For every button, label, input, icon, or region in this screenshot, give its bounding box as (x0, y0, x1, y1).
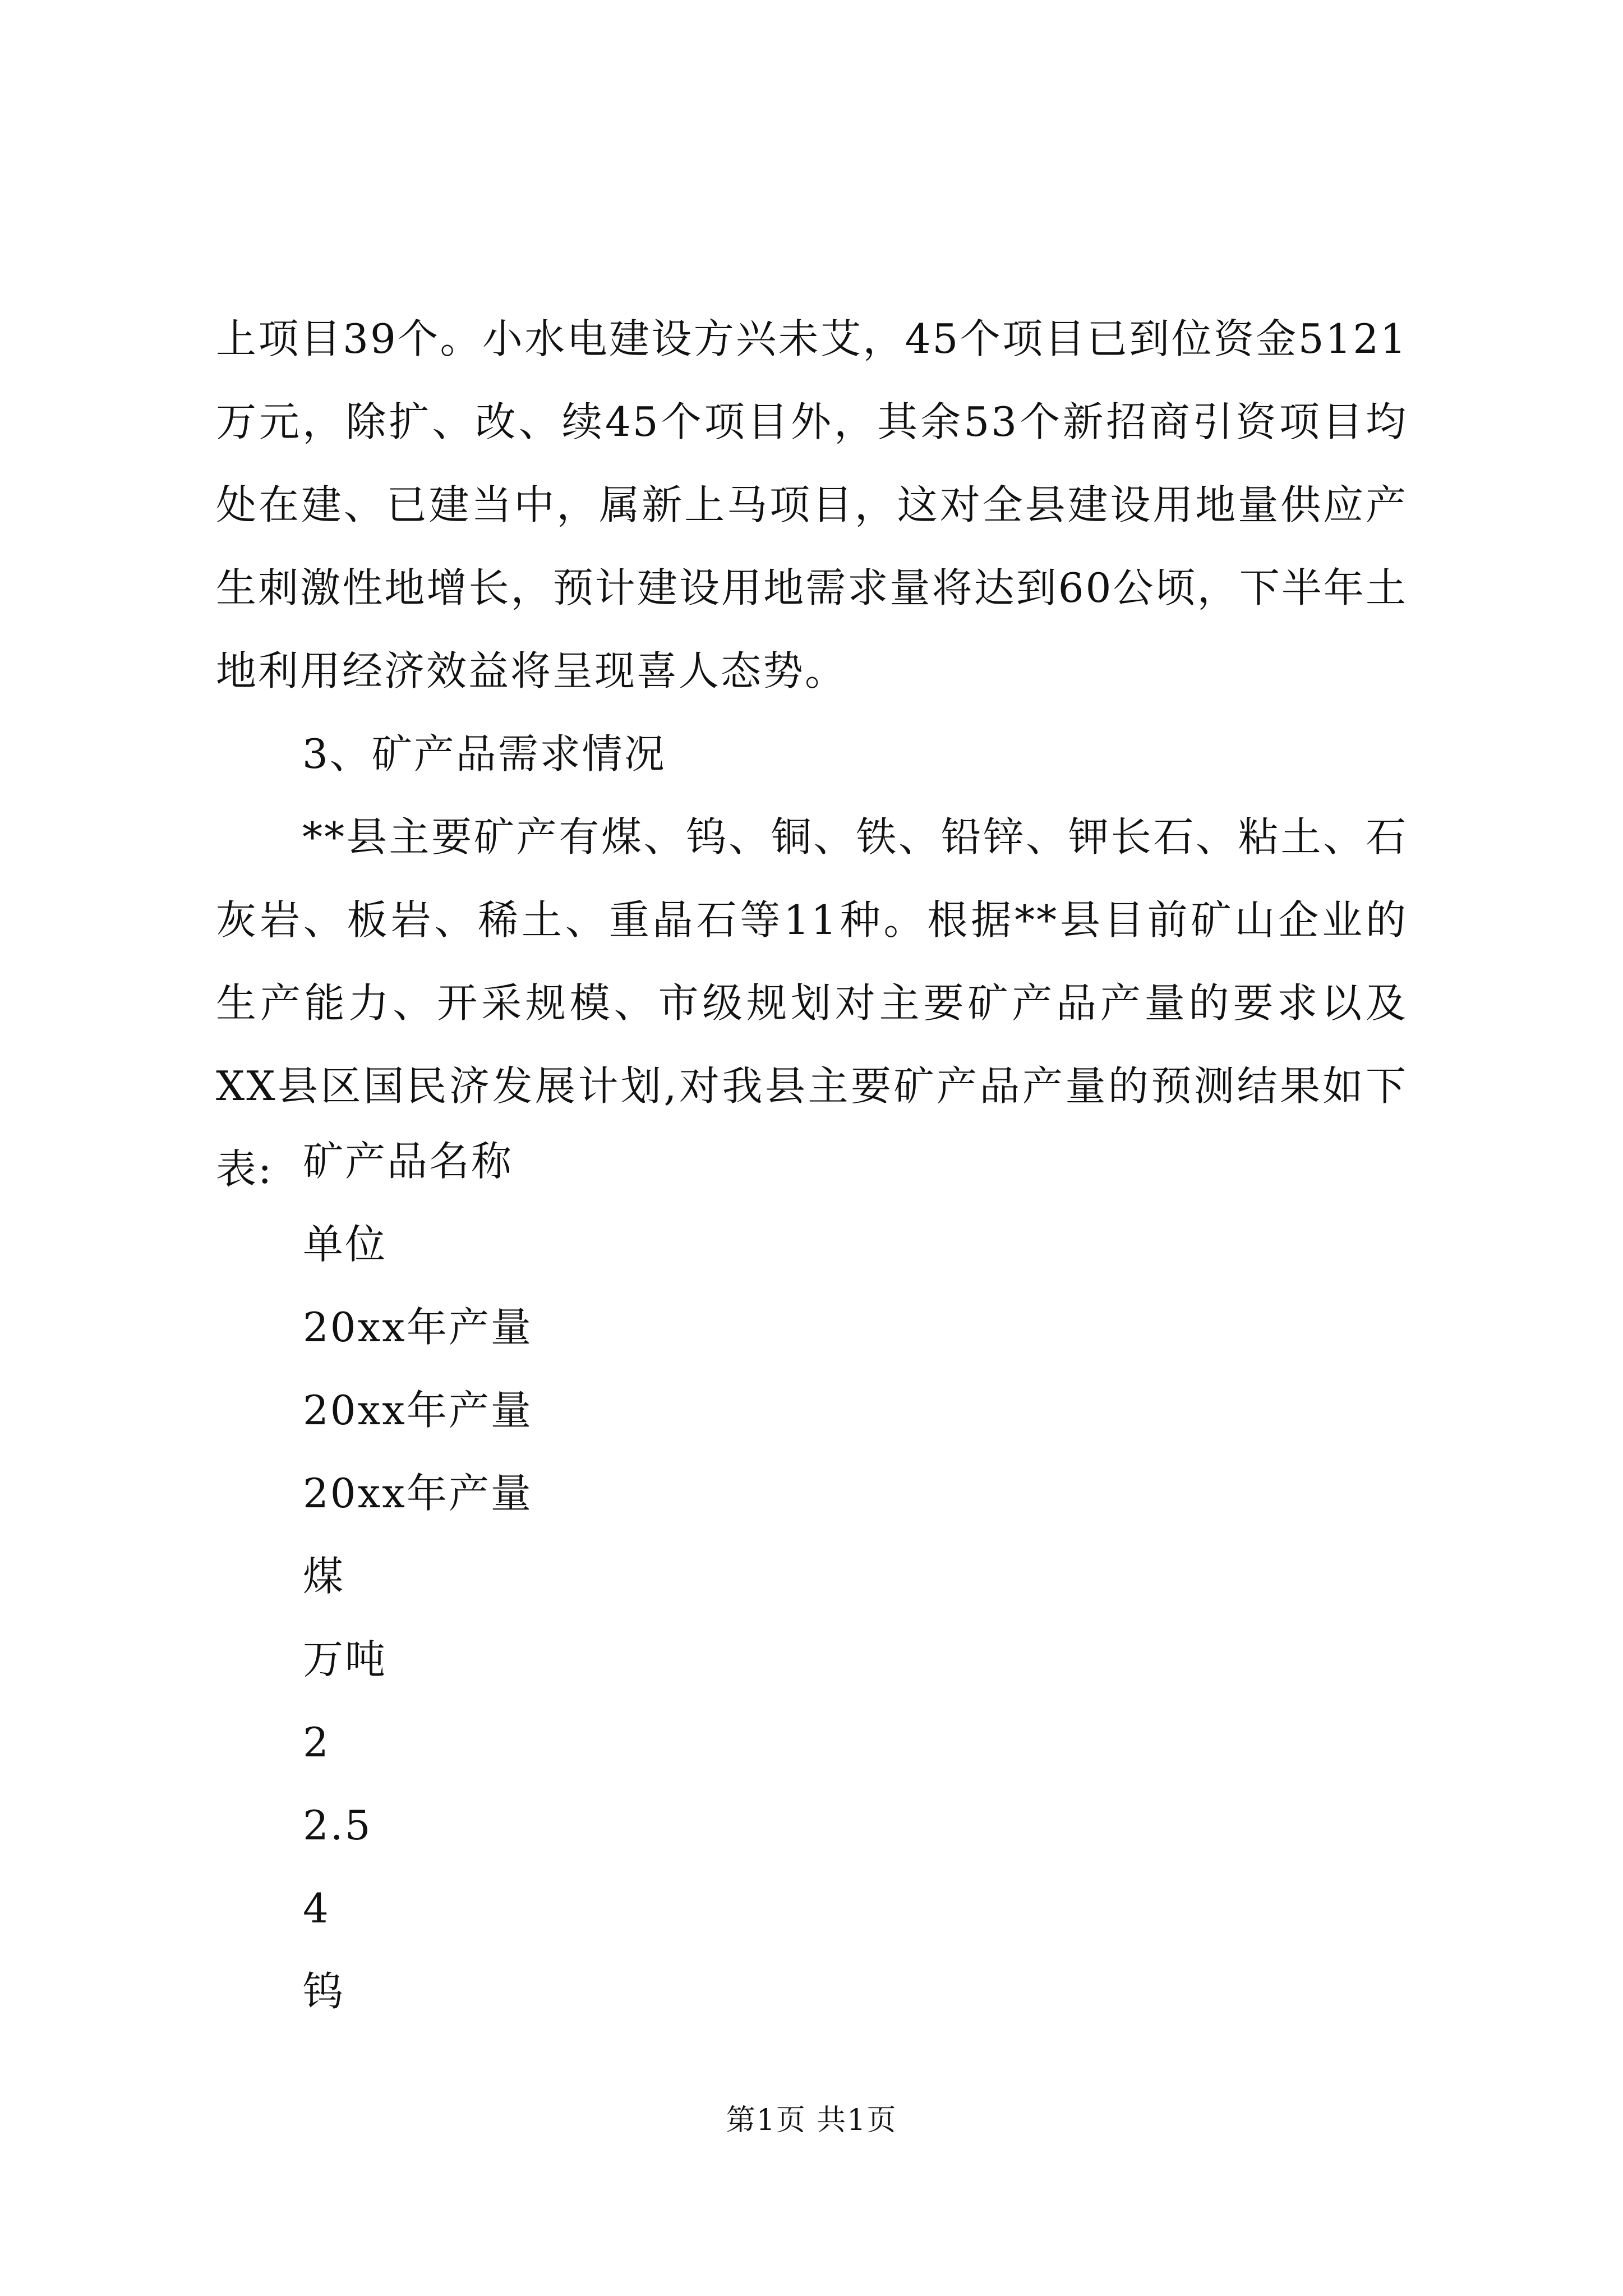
table-cell-coal-name: 煤 (303, 1553, 345, 1600)
paragraph-mineral-resources: **县主要矿产有煤、钨、铜、铁、铅锌、钾长石、粘土、石灰岩、板岩、稀土、重晶石等11种。根据**县目前矿山企业的生产能力、开采规模、市级规划对主要矿产品产量的要求以及XX县区国民济发展计划,对我县主要矿产品产量的预测结果如下表: (216, 813, 1408, 1193)
table-header-cell-year-3: 20xx年产量 (303, 1470, 533, 1517)
table-header-cell-year-2: 20xx年产量 (303, 1387, 533, 1434)
page-footer: 第1页 共1页 (726, 2104, 897, 2137)
table-cell-tungsten-name: 钨 (303, 1968, 345, 2015)
paragraph-land-use: 上项目39个。小水电建设方兴未艾，45个项目已到位资金5121万元，除扩、改、续45个项目外，其余53个新招商引资项目均处在建、已建当中，属新上马项目，这对全县建设用地量供应产生刺激性地增长，预计建设用地需求量将达到60公顷，下半年土地利用经济效益将呈现喜人态势。 (216, 315, 1408, 694)
table-cell-coal-unit: 万吨 (303, 1636, 388, 1683)
table-header-cell-unit: 单位 (303, 1221, 388, 1268)
table-cell-coal-year-1: 2 (303, 1719, 330, 1766)
mineral-forecast-table (303, 1120, 1144, 2033)
table-header-cell-year-1: 20xx年产量 (303, 1304, 533, 1351)
section-heading-mineral-demand: 3、矿产品需求情况 (302, 730, 666, 777)
table-cell-coal-year-2: 2.5 (303, 1802, 372, 1849)
document-body (216, 297, 1408, 1211)
table-cell-coal-year-3: 4 (303, 1885, 330, 1932)
table-header-cell-name: 矿产品名称 (303, 1138, 514, 1185)
